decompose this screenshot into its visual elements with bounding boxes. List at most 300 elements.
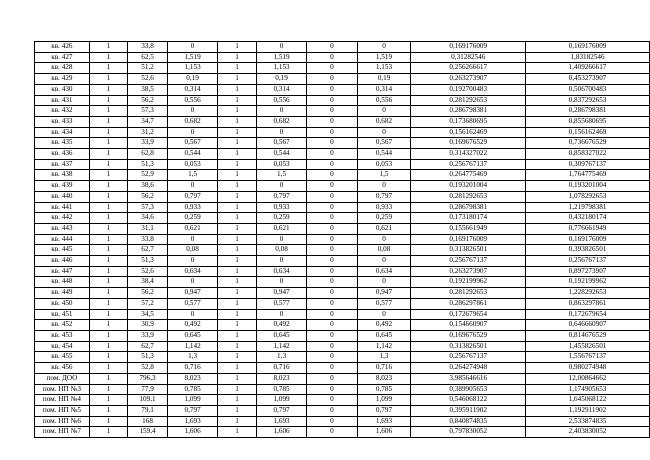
cell-col-b: 1: [89, 352, 127, 363]
cell-area: 62,7: [128, 341, 168, 352]
cell-col-f: 0,785: [256, 384, 307, 395]
cell-col-f: 0,259: [256, 213, 307, 224]
cell-total: 0,776661949: [526, 223, 650, 234]
cell-col-d: 0,682: [167, 116, 218, 127]
cell-col-h: 0,645: [357, 330, 411, 341]
cell-total: 2,403830052: [526, 427, 650, 438]
cell-col-b: 1: [89, 170, 127, 181]
cell-room: кв. 449: [35, 288, 90, 299]
cell-room: кв. 450: [35, 298, 90, 309]
cell-col-e: 1: [218, 341, 256, 352]
cell-col-i: 0,546068122: [411, 395, 526, 406]
cell-total: 2,533874835: [526, 416, 650, 427]
cell-total: 1,409266617: [526, 63, 650, 74]
cell-col-d: 0,634: [167, 266, 218, 277]
cell-col-h: 0,785: [357, 384, 411, 395]
cell-col-h: 0,577: [357, 298, 411, 309]
cell-col-h: 0,797: [357, 191, 411, 202]
cell-col-d: 1,5: [167, 170, 218, 181]
cell-col-f: 0,053: [256, 159, 307, 170]
cell-col-f: 0: [256, 106, 307, 117]
cell-col-b: 1: [89, 330, 127, 341]
cell-col-b: 1: [89, 256, 127, 267]
cell-col-d: 1,142: [167, 341, 218, 352]
table-row: [35, 288, 650, 299]
cell-area: 56,2: [128, 191, 168, 202]
cell-col-f: 0,797: [256, 191, 307, 202]
cell-col-d: 0,797: [167, 191, 218, 202]
cell-area: 52,6: [128, 74, 168, 85]
cell-col-b: 1: [89, 116, 127, 127]
cell-col-d: 0,556: [167, 95, 218, 106]
cell-col-g: 0: [307, 266, 357, 277]
cell-col-g: 0: [307, 170, 357, 181]
cell-col-f: 0,682: [256, 116, 307, 127]
table-row: [35, 341, 650, 352]
cell-col-b: 1: [89, 405, 127, 416]
cell-col-h: 0: [357, 106, 411, 117]
cell-total: 1,192911902: [526, 405, 650, 416]
cell-col-h: 0,567: [357, 138, 411, 149]
cell-room: кв. 443: [35, 223, 90, 234]
cell-col-e: 1: [218, 213, 256, 224]
cell-col-i: 0,256767137: [411, 352, 526, 363]
cell-col-e: 1: [218, 52, 256, 63]
cell-col-f: 0,19: [256, 74, 307, 85]
cell-col-e: 1: [218, 95, 256, 106]
cell-col-d: 0,567: [167, 138, 218, 149]
cell-col-e: 1: [218, 159, 256, 170]
cell-col-b: 1: [89, 213, 127, 224]
table-body: [35, 42, 650, 438]
cell-col-f: 0: [256, 181, 307, 192]
cell-room: кв. 452: [35, 320, 90, 331]
cell-col-b: 1: [89, 416, 127, 427]
cell-col-e: 1: [218, 181, 256, 192]
cell-room: пом. ДОО: [35, 373, 90, 384]
data-table: [34, 41, 650, 438]
cell-col-g: 0: [307, 341, 357, 352]
cell-total: 0,814676529: [526, 330, 650, 341]
cell-col-i: 0,173680695: [411, 116, 526, 127]
cell-room: кв. 456: [35, 363, 90, 374]
cell-total: 0,837292653: [526, 95, 650, 106]
cell-room: кв. 427: [35, 52, 90, 63]
cell-room: кв. 440: [35, 191, 90, 202]
cell-area: 109,1: [128, 395, 168, 406]
cell-col-d: 0: [167, 256, 218, 267]
cell-col-i: 0,314327022: [411, 149, 526, 160]
cell-col-g: 0: [307, 52, 357, 63]
cell-area: 31,2: [128, 127, 168, 138]
cell-col-g: 0: [307, 288, 357, 299]
cell-area: 62,7: [128, 245, 168, 256]
table-row: [35, 52, 650, 63]
cell-col-g: 0: [307, 202, 357, 213]
cell-col-i: 0,264274948: [411, 363, 526, 374]
cell-col-e: 1: [218, 363, 256, 374]
cell-col-d: 0,645: [167, 330, 218, 341]
cell-total: 0,393826501: [526, 245, 650, 256]
cell-total: 0,256767137: [526, 256, 650, 267]
cell-col-f: 0,577: [256, 298, 307, 309]
cell-col-d: 0,08: [167, 245, 218, 256]
cell-room: кв. 448: [35, 277, 90, 288]
cell-col-h: 0: [357, 277, 411, 288]
cell-col-e: 1: [218, 202, 256, 213]
cell-col-g: 0: [307, 256, 357, 267]
cell-col-b: 1: [89, 159, 127, 170]
cell-col-d: 0,544: [167, 149, 218, 160]
cell-col-i: 0,155661949: [411, 223, 526, 234]
cell-col-d: 1,153: [167, 63, 218, 74]
cell-total: 1,078292653: [526, 191, 650, 202]
cell-col-b: 1: [89, 395, 127, 406]
cell-col-b: 1: [89, 63, 127, 74]
table-row: [35, 395, 650, 406]
cell-col-i: 0,31282546: [411, 52, 526, 63]
cell-room: кв. 447: [35, 266, 90, 277]
cell-col-g: 0: [307, 149, 357, 160]
cell-col-e: 1: [218, 234, 256, 245]
table-row: [35, 427, 650, 438]
cell-col-e: 1: [218, 74, 256, 85]
cell-col-f: 0,492: [256, 320, 307, 331]
cell-col-d: 0,259: [167, 213, 218, 224]
cell-col-f: 1,5: [256, 170, 307, 181]
cell-area: 57,3: [128, 106, 168, 117]
cell-col-h: 1,606: [357, 427, 411, 438]
cell-area: 56,2: [128, 95, 168, 106]
cell-col-h: 1,142: [357, 341, 411, 352]
cell-col-d: 0: [167, 234, 218, 245]
cell-col-f: 1,606: [256, 427, 307, 438]
table-row: [35, 213, 650, 224]
cell-col-g: 0: [307, 405, 357, 416]
cell-total: 1,174905653: [526, 384, 650, 395]
cell-total: 12,00864662: [526, 373, 650, 384]
cell-col-g: 0: [307, 63, 357, 74]
cell-col-d: 0: [167, 277, 218, 288]
cell-col-g: 0: [307, 74, 357, 85]
cell-col-d: 1,3: [167, 352, 218, 363]
table-row: [35, 138, 650, 149]
cell-col-b: 1: [89, 74, 127, 85]
cell-room: кв. 437: [35, 159, 90, 170]
cell-col-e: 1: [218, 84, 256, 95]
cell-col-g: 0: [307, 181, 357, 192]
cell-col-d: 1,099: [167, 395, 218, 406]
cell-room: кв. 444: [35, 234, 90, 245]
cell-col-f: 0: [256, 42, 307, 53]
cell-col-h: 0,556: [357, 95, 411, 106]
cell-col-i: 0,256266617: [411, 63, 526, 74]
cell-total: 0,156162469: [526, 127, 650, 138]
cell-col-d: 0: [167, 309, 218, 320]
cell-total: 0,169176009: [526, 234, 650, 245]
cell-col-i: 0,173180174: [411, 213, 526, 224]
cell-col-e: 1: [218, 330, 256, 341]
table-row: [35, 159, 650, 170]
cell-col-f: 1,142: [256, 341, 307, 352]
cell-col-g: 0: [307, 84, 357, 95]
table-row: [35, 63, 650, 74]
cell-room: кв. 430: [35, 84, 90, 95]
cell-area: 77,9: [128, 384, 168, 395]
cell-col-e: 1: [218, 384, 256, 395]
table-row: [35, 116, 650, 127]
cell-col-f: 0,544: [256, 149, 307, 160]
cell-room: кв. 454: [35, 341, 90, 352]
cell-col-e: 1: [218, 288, 256, 299]
cell-col-i: 0,281292653: [411, 288, 526, 299]
cell-room: кв. 433: [35, 116, 90, 127]
cell-room: пом. НП №4: [35, 395, 90, 406]
cell-col-i: 0,286297861: [411, 298, 526, 309]
cell-area: 34,5: [128, 309, 168, 320]
cell-area: 33,9: [128, 330, 168, 341]
cell-area: 33,8: [128, 42, 168, 53]
cell-total: 0,172679654: [526, 309, 650, 320]
cell-col-g: 0: [307, 213, 357, 224]
cell-area: 52,9: [128, 170, 168, 181]
cell-col-b: 1: [89, 106, 127, 117]
cell-col-i: 0,193201004: [411, 181, 526, 192]
cell-col-f: 0: [256, 234, 307, 245]
cell-col-i: 0,263273907: [411, 74, 526, 85]
cell-col-g: 0: [307, 106, 357, 117]
cell-area: 51,3: [128, 352, 168, 363]
table-row: [35, 298, 650, 309]
cell-total: 0,309767137: [526, 159, 650, 170]
cell-total: 1,83182546: [526, 52, 650, 63]
cell-col-h: 0: [357, 127, 411, 138]
cell-col-e: 1: [218, 266, 256, 277]
cell-total: 0,863297861: [526, 298, 650, 309]
cell-col-e: 1: [218, 106, 256, 117]
cell-col-g: 0: [307, 116, 357, 127]
cell-col-e: 1: [218, 352, 256, 363]
cell-total: 1,764775469: [526, 170, 650, 181]
table-row: [35, 245, 650, 256]
table-row: [35, 181, 650, 192]
cell-col-b: 1: [89, 298, 127, 309]
cell-col-i: 0,286798381: [411, 202, 526, 213]
cell-col-f: 0,947: [256, 288, 307, 299]
cell-room: пом. НП №5: [35, 405, 90, 416]
cell-col-f: 1,693: [256, 416, 307, 427]
cell-col-g: 0: [307, 373, 357, 384]
cell-col-h: 0: [357, 181, 411, 192]
table-row: [35, 320, 650, 331]
cell-col-b: 1: [89, 95, 127, 106]
cell-area: 159,4: [128, 427, 168, 438]
cell-room: пом. НП №6: [35, 416, 90, 427]
cell-col-g: 0: [307, 416, 357, 427]
cell-col-b: 1: [89, 427, 127, 438]
cell-col-i: 0,797830052: [411, 427, 526, 438]
cell-area: 57,2: [128, 298, 168, 309]
cell-area: 31,1: [128, 223, 168, 234]
cell-col-d: 0,314: [167, 84, 218, 95]
cell-total: 0,432180174: [526, 213, 650, 224]
cell-room: кв. 438: [35, 170, 90, 181]
table-row: [35, 127, 650, 138]
cell-col-b: 1: [89, 266, 127, 277]
cell-room: кв. 434: [35, 127, 90, 138]
cell-col-i: 0,256767137: [411, 256, 526, 267]
cell-area: 796,3: [128, 373, 168, 384]
cell-col-h: 0,634: [357, 266, 411, 277]
cell-col-g: 0: [307, 384, 357, 395]
cell-col-f: 0,634: [256, 266, 307, 277]
cell-col-e: 1: [218, 245, 256, 256]
table-row: [35, 352, 650, 363]
cell-col-e: 1: [218, 138, 256, 149]
cell-total: 0,453273907: [526, 74, 650, 85]
cell-col-e: 1: [218, 416, 256, 427]
cell-col-h: 0: [357, 256, 411, 267]
cell-room: кв. 446: [35, 256, 90, 267]
cell-col-b: 1: [89, 320, 127, 331]
cell-col-i: 0,192199962: [411, 277, 526, 288]
cell-area: 168: [128, 416, 168, 427]
cell-col-i: 0,156162469: [411, 127, 526, 138]
cell-col-b: 1: [89, 373, 127, 384]
cell-col-h: 0,08: [357, 245, 411, 256]
cell-col-b: 1: [89, 341, 127, 352]
cell-col-h: 8,023: [357, 373, 411, 384]
cell-col-h: 0,716: [357, 363, 411, 374]
cell-room: кв. 426: [35, 42, 90, 53]
cell-col-i: 0,389905653: [411, 384, 526, 395]
cell-area: 62,8: [128, 149, 168, 160]
table-row: [35, 256, 650, 267]
cell-col-f: 0,797: [256, 405, 307, 416]
cell-col-g: 0: [307, 159, 357, 170]
cell-col-g: 0: [307, 352, 357, 363]
cell-col-f: 0,08: [256, 245, 307, 256]
cell-area: 57,3: [128, 202, 168, 213]
cell-col-f: 0,645: [256, 330, 307, 341]
cell-col-e: 1: [218, 116, 256, 127]
cell-col-b: 1: [89, 363, 127, 374]
table-row: [35, 223, 650, 234]
cell-col-d: 1,693: [167, 416, 218, 427]
cell-area: 51,3: [128, 159, 168, 170]
cell-col-d: 0,797: [167, 405, 218, 416]
cell-col-d: 1,606: [167, 427, 218, 438]
cell-room: пом. НП №7: [35, 427, 90, 438]
cell-col-g: 0: [307, 138, 357, 149]
cell-col-g: 0: [307, 191, 357, 202]
cell-total: 0,192199962: [526, 277, 650, 288]
cell-col-d: 0,492: [167, 320, 218, 331]
cell-col-e: 1: [218, 427, 256, 438]
table-row: [35, 84, 650, 95]
cell-col-h: 0,314: [357, 84, 411, 95]
cell-col-f: 0,314: [256, 84, 307, 95]
cell-room: кв. 442: [35, 213, 90, 224]
cell-col-d: 0,577: [167, 298, 218, 309]
cell-col-i: 0,169676529: [411, 330, 526, 341]
cell-col-g: 0: [307, 320, 357, 331]
cell-col-e: 1: [218, 223, 256, 234]
cell-col-b: 1: [89, 127, 127, 138]
cell-col-g: 0: [307, 395, 357, 406]
cell-col-g: 0: [307, 42, 357, 53]
cell-room: кв. 441: [35, 202, 90, 213]
cell-col-d: 0: [167, 127, 218, 138]
cell-total: 0,286798381: [526, 106, 650, 117]
cell-total: 0,506700483: [526, 84, 650, 95]
cell-col-h: 1,153: [357, 63, 411, 74]
cell-col-e: 1: [218, 405, 256, 416]
cell-col-e: 1: [218, 309, 256, 320]
cell-total: 1,645068122: [526, 395, 650, 406]
cell-col-e: 1: [218, 298, 256, 309]
cell-col-i: 0,256767137: [411, 159, 526, 170]
table-row: [35, 405, 650, 416]
cell-col-e: 1: [218, 127, 256, 138]
cell-area: 34,7: [128, 116, 168, 127]
table-row: [35, 416, 650, 427]
table-row: [35, 363, 650, 374]
cell-col-f: 0,556: [256, 95, 307, 106]
cell-col-f: 0: [256, 277, 307, 288]
cell-room: кв. 455: [35, 352, 90, 363]
cell-col-g: 0: [307, 309, 357, 320]
cell-col-h: 0,492: [357, 320, 411, 331]
cell-room: кв. 445: [35, 245, 90, 256]
cell-area: 79,1: [128, 405, 168, 416]
cell-total: 1,219798381: [526, 202, 650, 213]
cell-col-f: 0,621: [256, 223, 307, 234]
cell-col-b: 1: [89, 245, 127, 256]
cell-total: 0,858327022: [526, 149, 650, 160]
table-row: [35, 106, 650, 117]
cell-col-f: 0: [256, 256, 307, 267]
cell-col-f: 0: [256, 127, 307, 138]
table-row: [35, 309, 650, 320]
table-row: [35, 330, 650, 341]
cell-col-b: 1: [89, 42, 127, 53]
cell-col-g: 0: [307, 95, 357, 106]
cell-room: пом. НП №3: [35, 384, 90, 395]
cell-col-e: 1: [218, 170, 256, 181]
cell-area: 38,5: [128, 84, 168, 95]
cell-col-d: 0,716: [167, 363, 218, 374]
cell-col-h: 0,259: [357, 213, 411, 224]
cell-col-h: 0,053: [357, 159, 411, 170]
cell-area: 51,2: [128, 63, 168, 74]
cell-col-b: 1: [89, 234, 127, 245]
cell-col-b: 1: [89, 223, 127, 234]
table-row: [35, 202, 650, 213]
cell-col-d: 0: [167, 106, 218, 117]
cell-col-f: 0,933: [256, 202, 307, 213]
table-row: [35, 42, 650, 53]
cell-col-f: 8,023: [256, 373, 307, 384]
cell-area: 38,4: [128, 277, 168, 288]
cell-col-g: 0: [307, 223, 357, 234]
table-row: [35, 95, 650, 106]
cell-room: кв. 431: [35, 95, 90, 106]
cell-total: 1,228292653: [526, 288, 650, 299]
cell-col-b: 1: [89, 191, 127, 202]
cell-col-d: 0,785: [167, 384, 218, 395]
cell-col-i: 0,264775469: [411, 170, 526, 181]
